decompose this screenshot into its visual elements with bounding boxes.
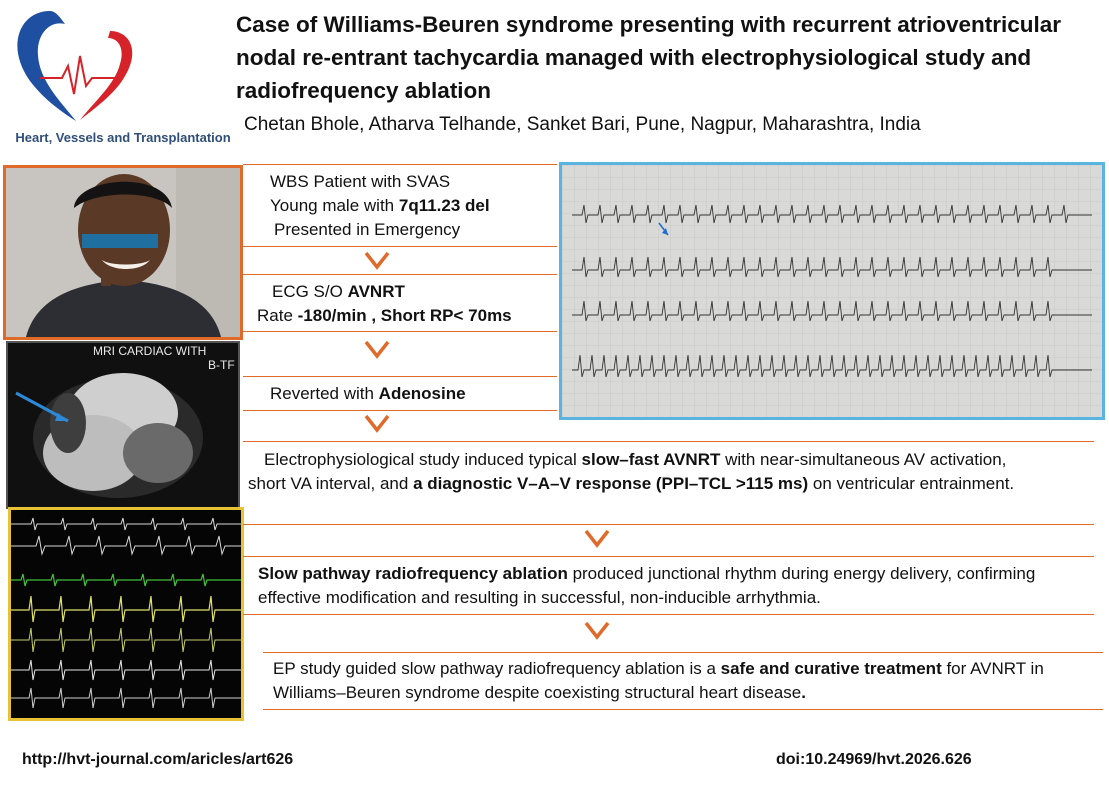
cardiac-mri-image	[6, 341, 240, 509]
flow-box-6: EP study guided slow pathway radiofrequency ablation is a safe and curative treatment for AVNRT in Williams–Beuren syndrome despite coexisting structural heart disease.	[273, 659, 1044, 702]
ecg-strip-image	[559, 162, 1105, 420]
ep-study-tracing	[8, 507, 244, 721]
divider-line	[243, 441, 1094, 442]
chevron-down-icon	[362, 336, 392, 364]
mri-label-2: B-TF	[208, 358, 235, 372]
chevron-down-icon	[582, 617, 612, 645]
patient-photo	[3, 165, 243, 340]
rate-text: Rate -180/min , Short RP< 70ms	[257, 306, 512, 325]
flow-box-5: Slow pathway radiofrequency ablation produced junctional rhythm during energy delivery, confirming effective modification and resulting in successful, non-inducible arrhythmia.	[258, 564, 1036, 607]
divider-line	[243, 164, 557, 165]
doi-link[interactable]: doi:10.24969/hvt.2026.626	[776, 751, 972, 768]
article-url-link[interactable]: http://hvt-journal.com/aricles/art626	[22, 751, 294, 768]
divider-line	[243, 376, 557, 377]
flow-box-2	[257, 280, 512, 328]
authors-line: Chetan Bhole, Atharva Telhande, Sanket Bari, Pune, Nagpur, Maharashtra, India	[244, 114, 921, 135]
patient-svas-text: WBS Patient with SVAS	[270, 172, 451, 191]
ecg-avnrt-text: ECG S/O AVNRT	[272, 282, 405, 301]
divider-line	[243, 614, 1094, 615]
divider-line	[243, 246, 557, 247]
divider-line	[243, 524, 1094, 525]
flow-box-3: Reverted with Adenosine	[270, 384, 466, 403]
poster-title: Case of Williams-Beuren syndrome presenting with recurrent atrioventricular nodal re-entrant tachycardia managed with electrophysiological study and radiofrequency ablation	[236, 12, 1062, 103]
chevron-down-icon	[582, 525, 612, 553]
divider-line	[263, 652, 1103, 653]
chevron-down-icon	[362, 410, 392, 438]
flow-box-4: Electrophysiological study induced typical slow–fast AVNRT with near-simultaneous AV activation, short VA interval, and a diagnostic V–A–V response (PPI–TCL >115 ms) on ventricular entrainment.	[248, 450, 1015, 493]
divider-line	[263, 709, 1103, 710]
emergency-text: Presented in Emergency	[274, 220, 461, 239]
mri-label-1: MRI CARDIAC WITH	[93, 344, 207, 358]
divider-line	[243, 331, 557, 332]
journal-logo	[10, 6, 236, 146]
divider-line	[243, 410, 557, 411]
logo-text: Heart, Vessels and Transplantation	[15, 130, 231, 145]
chevron-down-icon	[362, 247, 392, 275]
eye-cover-bar	[82, 234, 158, 248]
flow-box-1	[270, 170, 490, 242]
deletion-text: Young male with 7q11.23 del	[270, 196, 490, 215]
divider-line	[243, 556, 1094, 557]
heart-logo-icon	[10, 6, 150, 126]
divider-line	[243, 274, 557, 275]
